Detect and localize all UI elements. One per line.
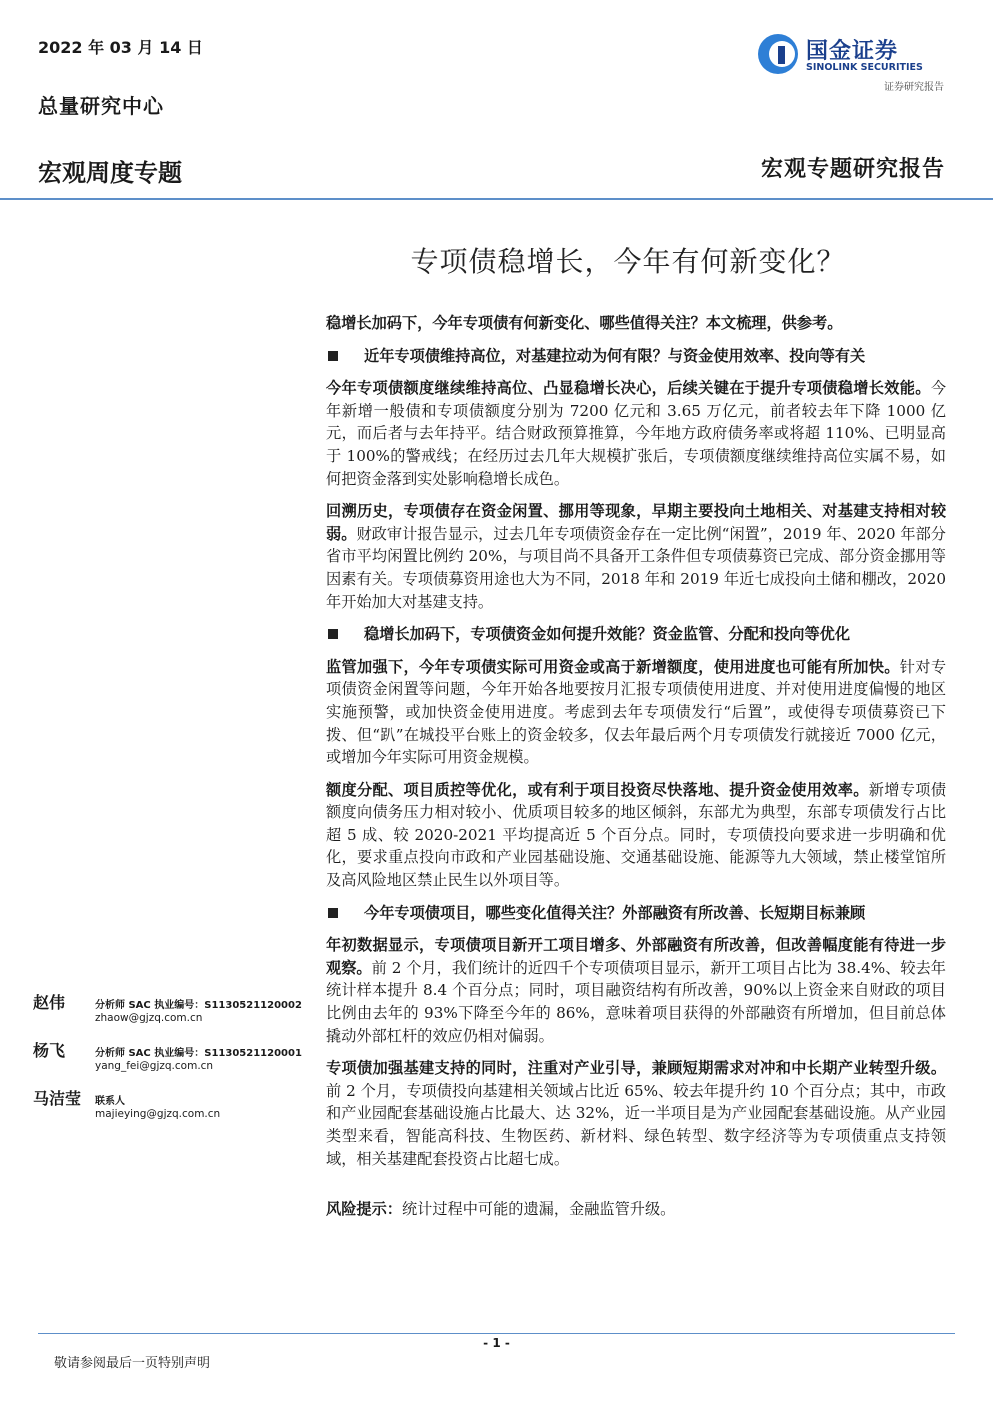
analyst-entry <box>33 1038 313 1086</box>
logo-subtitle: 证券研究报告 <box>884 82 944 93</box>
page-number: - 1 - <box>483 1336 510 1350</box>
research-center: 总量研究中心 <box>38 94 164 118</box>
analyst-entry <box>33 990 313 1038</box>
paragraph: 年初数据显示，专项债项目新开工项目增多、外部融资有所改善，但改善幅度能有待进一步观察。前 2 个月，我们统计的近四千个专项债项目显示，新开工项目占比为 38.4%、较去年统计样本提升 8.4 个百分点；同时，项目融资结构有所改善，90%以上资金来自财政的项目比例由去年的 93%下降至今年的 86%，意味着项目获得的外部融资有所增加，但目前总体撬动外部杠杆的效应仍相对偏弱。 <box>326 936 946 1045</box>
square-bullet-icon <box>328 351 338 361</box>
paragraph: 额度分配、项目质控等优化，或有利于项目投资尽快落地、提升资金使用效率。新增专项债额度向债务压力相对较小、优质项目较多的地区倾斜，东部尤为典型，东部专项债发行占比超 5 成、较 2020-2021 平均提高近 5 个百分点。同时，专项债投向要求进一步明确和优化，要求重点投向市政和产业园基础设施、交通基础设施、能源等九大领域，禁止楼堂馆所及高风险地区禁止民生以外项目等。 <box>326 780 947 890</box>
report-body <box>326 312 946 1231</box>
header-divider <box>0 198 993 200</box>
logo-english-name: SINOLINK SECURITIES <box>806 62 923 73</box>
analyst-role: 分析师 SAC 执业编号：S1130521120002 <box>95 1000 302 1011</box>
footer-divider <box>38 1333 955 1334</box>
report-type: 宏观专题研究报告 <box>760 156 945 182</box>
report-date: 2022 年 03 月 14 日 <box>38 38 203 57</box>
square-bullet-icon <box>328 908 338 918</box>
analyst-name: 马洁莹 <box>33 1089 82 1108</box>
report-title: 专项债稳增长，今年有何新变化？ <box>410 245 846 278</box>
square-bullet-icon <box>328 629 338 639</box>
sinolink-logo-icon <box>756 32 800 76</box>
section-heading: 近年专项债维持高位，对基建拉动为何有限？与资金使用效率、投向等有关 <box>326 345 946 368</box>
disclaimer-note: 敬请参阅最后一页特别声明 <box>54 1356 211 1371</box>
paragraph: 回溯历史，专项债存在资金闲置、挪用等现象，早期主要投向土地相关、对基建支持相对较弱。财政审计报告显示，过去几年专项债资金存在一定比例“闲置”，2019 年、2020 年部分省市平均闲置比例约 20%，与项目尚不具备开工条件但专项债募资已完成、部分资金挪用等因素有关。专项债募资用途也大为不同，2018 年和 2019 年近七成投向土储和棚改，2020 年开始加大对基建支持。 <box>326 502 946 611</box>
logo-chinese-name: 国金证券 <box>806 39 899 64</box>
analyst-list <box>33 990 313 1134</box>
analyst-role: 联系人 <box>95 1096 125 1107</box>
analyst-entry <box>33 1086 313 1134</box>
analyst-email[interactable]: yang_fei@gjzq.com.cn <box>95 1060 214 1072</box>
company-logo <box>756 32 946 94</box>
section-heading: 稳增长加码下，专项债资金如何提升效能？资金监管、分配和投向等优化 <box>326 623 946 646</box>
paragraph: 专项债加强基建支持的同时，注重对产业引导，兼顾短期需求对冲和中长期产业转型升级。前 2 个月，专项债投向基建相关领域占比近 65%、较去年提升约 10 个百分点；其中，市政和产业园配套基础设施占比最大、达 32%，近一半项目是为产业园配套基础设施。从产业园类型来看，智能高科技、生物医药、新材料、绿色转型、数字经济等为专项债重点支持领域，相关基建配套投资占比超七成。 <box>326 1059 946 1168</box>
report-series: 宏观周度专题 <box>38 159 182 187</box>
analyst-email[interactable]: zhaow@gjzq.com.cn <box>95 1012 203 1024</box>
section-heading: 今年专项债项目，哪些变化值得关注？外部融资有所改善、长短期目标兼顾 <box>326 902 946 925</box>
analyst-role: 分析师 SAC 执业编号：S1130521120001 <box>95 1048 302 1059</box>
analyst-name: 杨飞 <box>33 1041 66 1060</box>
paragraph: 今年专项债额度继续维持高位、凸显稳增长决心，后续关键在于提升专项债稳增长效能。今年新增一般债和专项债额度分别为 7200 亿元和 3.65 万亿元，前者较去年下降 1000 亿元，而后者与去年持平。结合财政预算推算，今年地方政府债务率或将超 110%、已明显高于 100%的警戒线；在经历过去几年大规模扩张后，专项债额度继续维持高位实属不易，如何把资金落到实处影响稳增长成色。 <box>326 379 946 488</box>
analyst-email[interactable]: majieying@gjzq.com.cn <box>95 1108 221 1120</box>
risk-warning: 风险提示：统计过程中可能的遗漏，金融监管升级。 <box>326 1200 676 1219</box>
paragraph: 监管加强下，今年专项债实际可用资金或高于新增额度，使用进度也可能有所加快。针对专项债资金闲置等问题，今年开始各地要按月汇报专项债使用进度、并对使用进度偏慢的地区实施预警，或加快资金使用进度。考虑到去年专项债发行“后置”，或使得专项债募资已下拨、但“趴”在城投平台账上的资金较多，仅去年最后两个月专项债发行就接近 7000 亿元，或增加今年实际可用资金规模。 <box>326 657 947 767</box>
lead-summary: 稳增长加码下，今年专项债有何新变化、哪些值得关注？本文梳理，供参考。 <box>326 314 843 332</box>
analyst-name: 赵伟 <box>33 993 66 1012</box>
